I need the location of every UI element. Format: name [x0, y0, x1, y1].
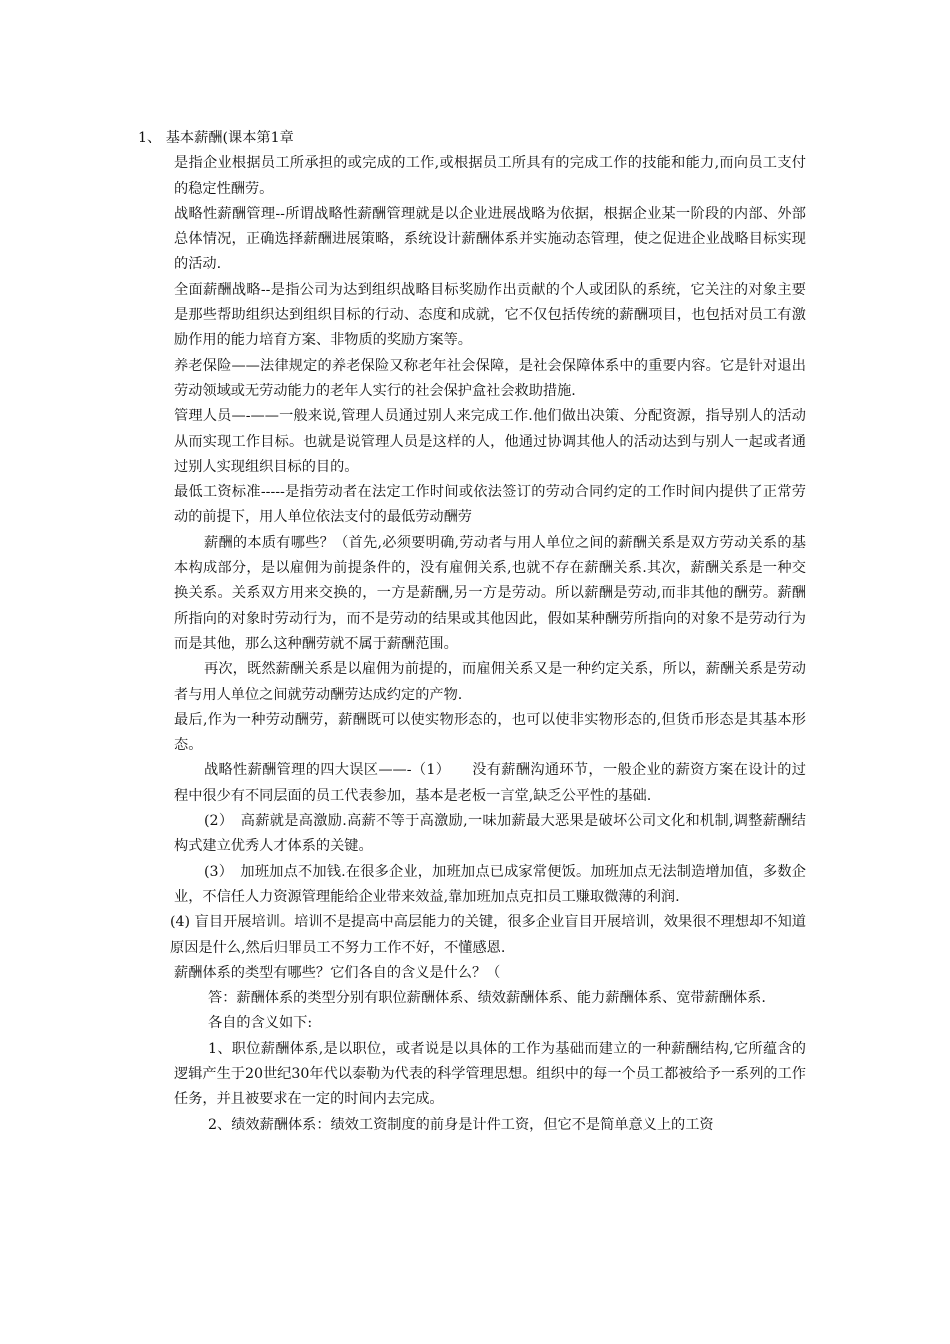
paragraph: 1、职位薪酬体系,是以职位，或者说是以具体的工作为基础而建立的一种薪酬结构,它所蕴含的逻辑产生于20世纪30年代以泰勒为代表的科学管理思想。组织中的每一个员工都被给予一系列的工作任务，并且被要求在一定的时间内去完成。: [174, 1040, 806, 1108]
paragraph: (2） 高薪就是高激励.高薪不等于高激励,一味加薪最大恶果是破坏公司文化和机制,调整薪酬结构式建立优秀人才体系的关键。: [174, 813, 806, 855]
paragraph: 2、绩效薪酬体系：绩效工资制度的前身是计件工资，但它不是简单意义上的工资: [208, 1116, 714, 1133]
document-body: [138, 126, 806, 1138]
paragraph: 薪酬体系的类型有哪些？它们各自的含义是什么？（: [174, 964, 501, 981]
paragraph: 答：薪酬体系的类型分别有职位薪酬体系、绩效薪酬体系、能力薪酬体系、宽带薪酬体系.: [208, 990, 766, 1007]
paragraph: 最后,作为一种劳动酬劳，薪酬既可以使实物形态的，也可以使非实物形态的,但货币形态是其基本形态。: [174, 711, 806, 754]
paragraph: 最低工资标准-----是指劳动者在法定工作时间或依法签订的劳动合同约定的工作时间内提供了正常劳动的前提下，用人单位依法支付的最低劳动酬劳: [174, 484, 806, 526]
paragraph: 再次，既然薪酬关系是以雇佣为前提的，而雇佣关系又是一种约定关系，所以，薪酬关系是劳动者与用人单位之间就劳动酬劳达成约定的产物.: [174, 661, 806, 703]
paragraph: 是指企业根据员工所承担的或完成的工作,或根据员工所具有的完成工作的技能和能力,而向员工支付的稳定性酬劳。: [174, 155, 806, 197]
paragraph: 管理人员—-——一般来说,管理人员通过别人来完成工作.他们做出决策、分配资源，指导别人的活动从而实现工作目标。也就是说管理人员是这样的人，他通过协调其他人的活动达到与别人一起或者通过别人实现组织目标的目的。: [174, 408, 806, 475]
paragraph: 养老保险——法律规定的养老保险又称老年社会保障，是社会保障体系中的重要内容。它是针对退出劳动领域或无劳动能力的老年人实行的社会保护盒社会救助措施.: [174, 357, 806, 399]
paragraph: (3） 加班加点不加钱.在很多企业，加班加点已成家常便饭。加班加点无法制造增加值，多数企业，不信任人力资源管理能给企业带来效益,靠加班加点克扣员工赚取微薄的利润.: [174, 863, 806, 905]
paragraph: 各自的含义如下:: [208, 1015, 313, 1032]
paragraph: 战略性薪酬管理的四大误区——-（1） 没有薪酬沟通环节，一般企业的薪资方案在设计的过程中很少有不同层面的员工代表参加，基本是老板一言堂,缺乏公平性的基础.: [174, 762, 806, 804]
section-heading: 1、 基本薪酬(课本第1章: [138, 130, 294, 146]
paragraph: 薪酬的本质有哪些？（首先,必须要明确,劳动者与用人单位之间的薪酬关系是双方劳动关系的基本构成部分，是以雇佣为前提条件的，没有雇佣关系,也就不存在薪酬关系.其次，薪酬关系是一种交换关系。关系双方用来交换的，一方是薪酬,另一方是劳动。所以薪酬是劳动,而非其他的酬劳。薪酬所指向的对象时劳动行为，而不是劳动的结果或其他因此，假如某种酬劳所指向的对象不是劳动行为而是其他，那么这种酬劳就不属于薪酬范围。: [174, 534, 806, 652]
paragraph: 全面薪酬战略--是指公司为达到组织战略目标奖励作出贡献的个人或团队的系统，它关注的对象主要是那些帮助组织达到组织目标的行动、态度和成就，它不仅包括传统的薪酬项目，也包括对员工有激励作用的能力培育方案、非物质的奖励方案等。: [174, 281, 806, 349]
paragraph: (4) 盲目开展培训。培训不是提高中高层能力的关键，很多企业盲目开展培训，效果很不理想却不知道原因是什么,然后归罪员工不努力工作不好，不懂感恩.: [170, 914, 806, 956]
paragraph: 战略性薪酬管理--所谓战略性薪酬管理就是以企业进展战略为依据，根据企业某一阶段的内部、外部总体情况，正确选择薪酬进展策略，系统设计薪酬体系并实施动态管理，使之促进企业战略目标实现的活动.: [174, 205, 806, 273]
